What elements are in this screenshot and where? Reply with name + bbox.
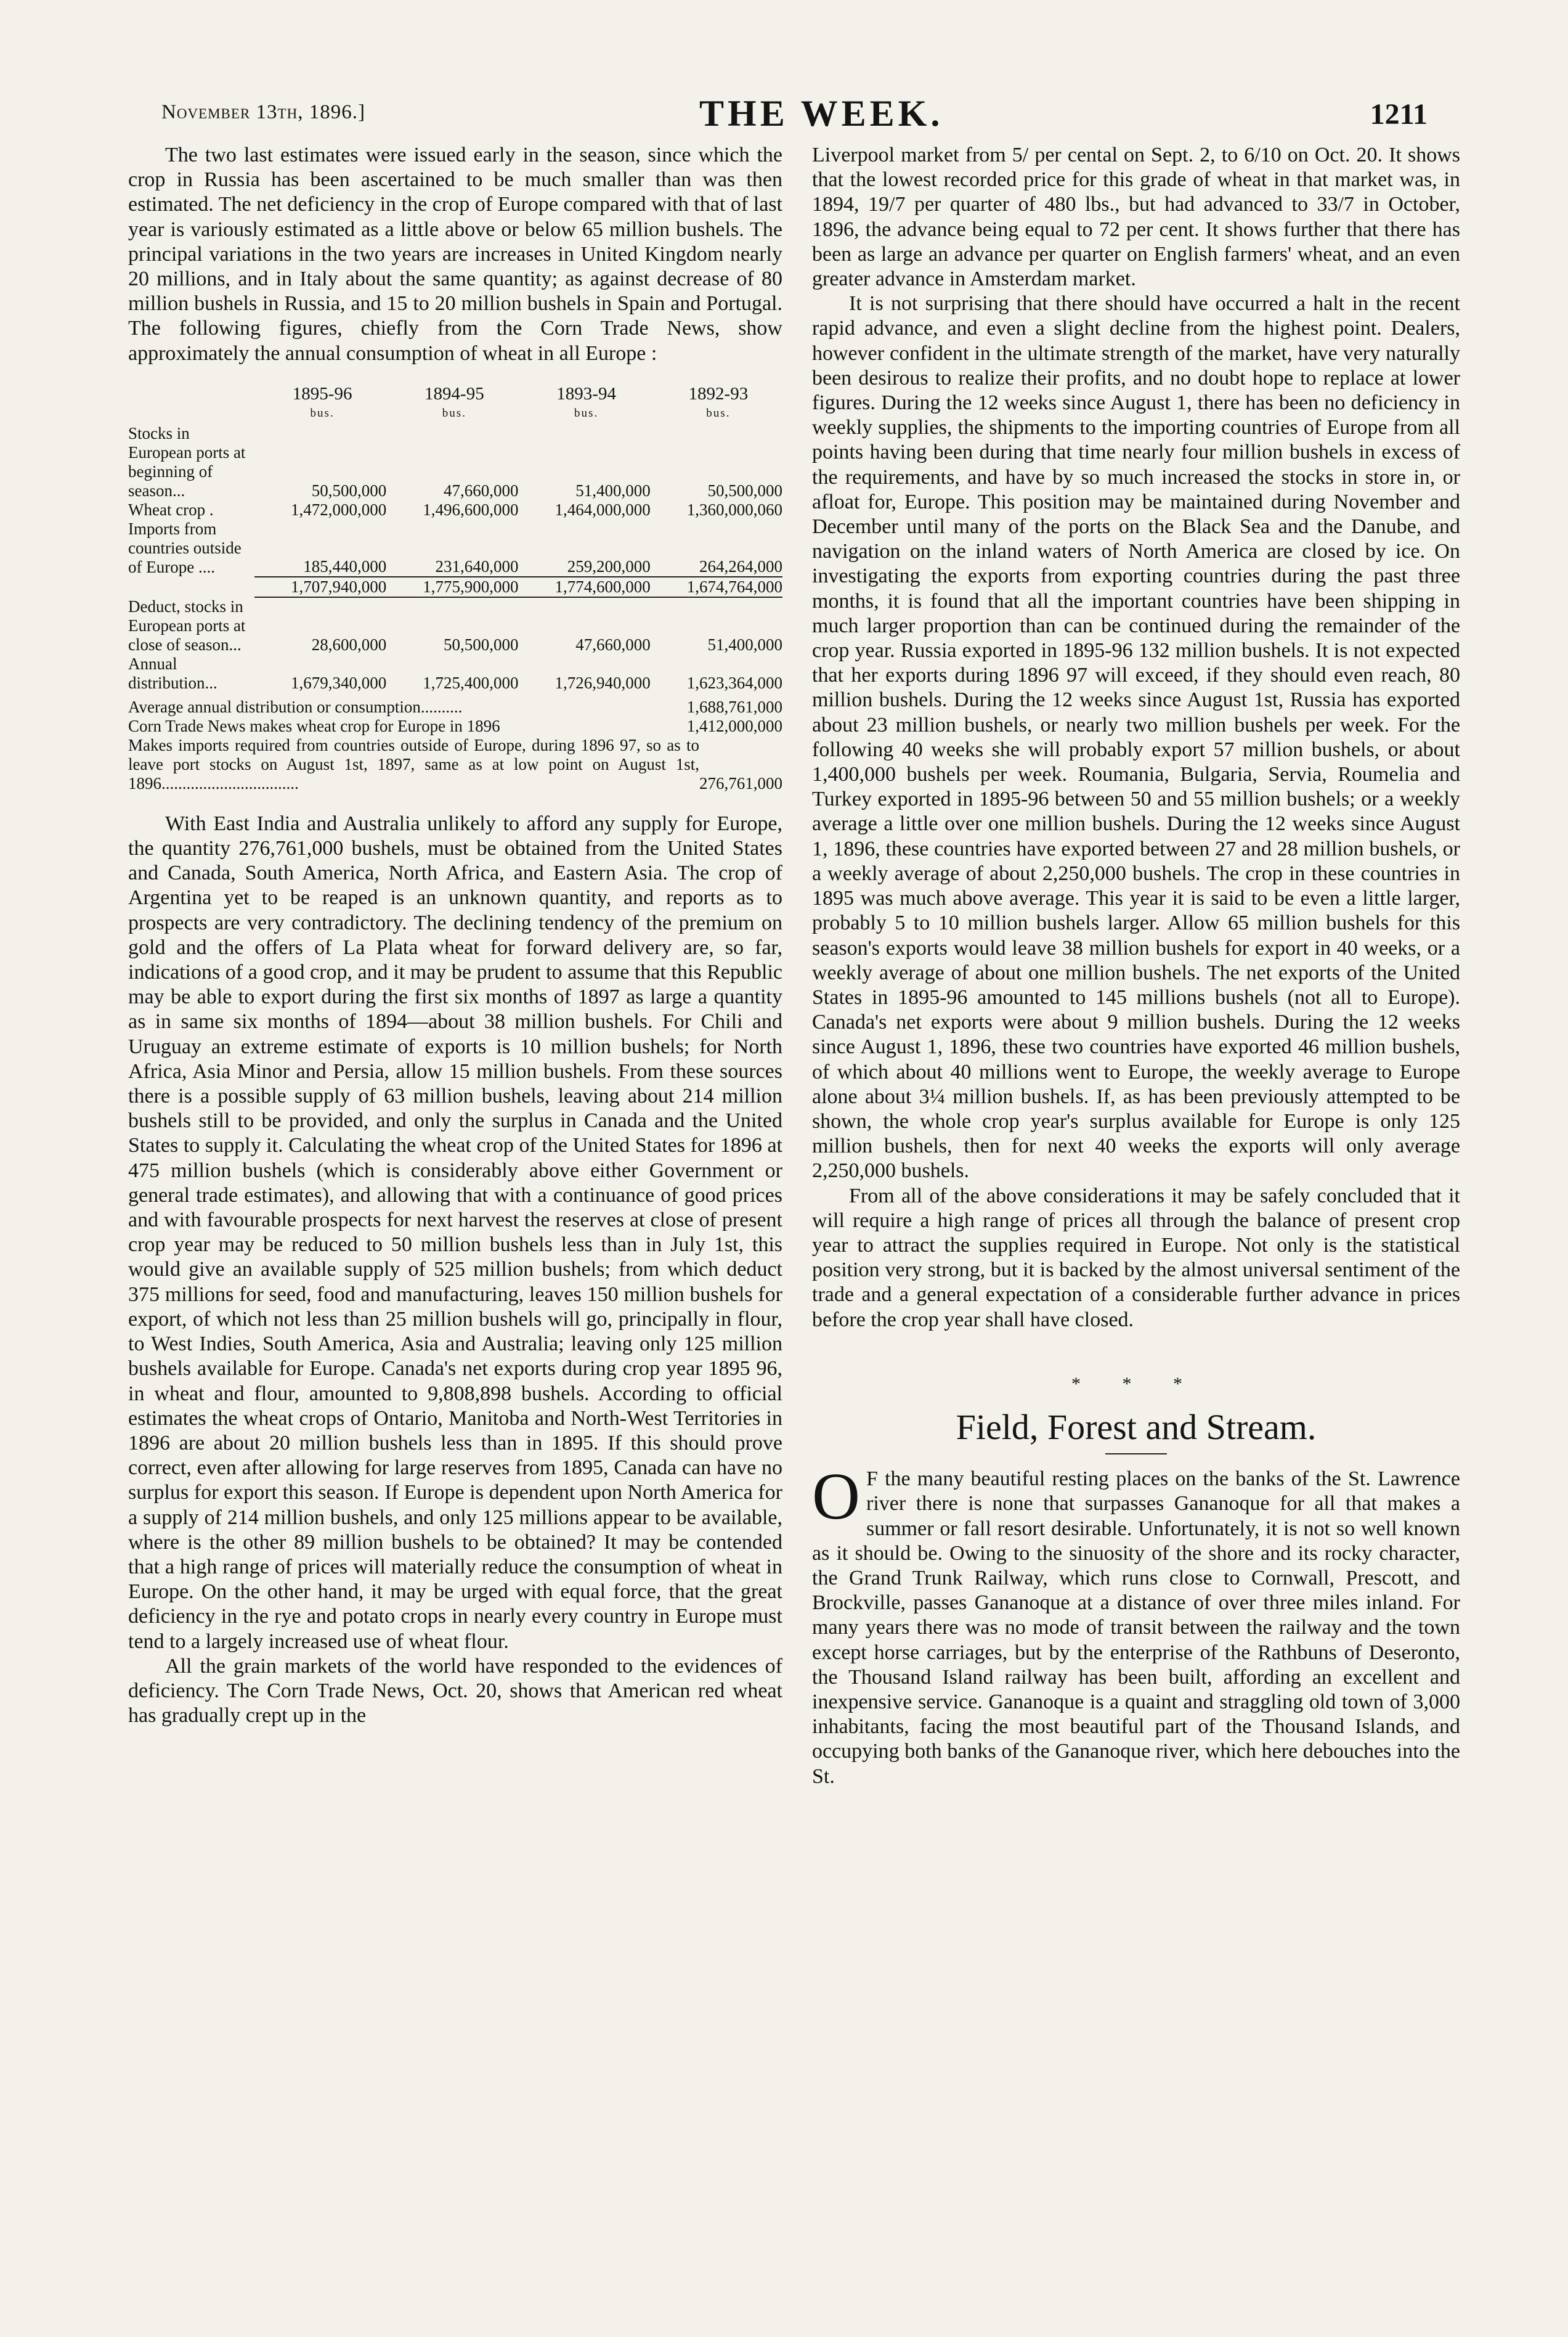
summary-row: Makes imports required from countries outside of Europe, during 1896 97, so as to leave port stocks on August 1st, 1897, same as at low point on August 1st, 1896................................. 276,761,000 [128,735,782,793]
table-total-row: 1,707,940,000 1,775,900,000 1,774,600,000 1,674,764,000 [128,577,782,597]
paragraph: The two last estimates were issued early in the season, since which the crop in Russia has been ascertained to be much smaller than was then estimated. The net deficiency in the crop of Europe compared with that of last year is variously estimated as a little above or below 65 million bushels. The principal variations in the two years are increases in United Kingdom nearly 20 millions, and in Italy about the same quantity; as against decrease of 80 million bushels in Russia, and 15 to 20 million bushels in Spain and Portugal. The following figures, chiefly from the Corn Trade News, show approximately the annual consumption of wheat in all Europe : [128,144,782,365]
paragraph: All the grain markets of the world have responded to the evidences of deficiency. The Corn Trade News, Oct. 20, shows that American red wheat has gradually crept up in the [128,1654,782,1727]
column-header: 1895-96 bus. [292,383,352,420]
drop-cap: O [812,1460,860,1534]
table-row: Deduct, stocks in European ports at close of season... 28,600,000 50,500,000 47,660,000 51,400,000 [128,597,782,654]
table-row: Imports from countries outside of Europe .... 185,440,000 231,640,000 259,200,000 264,264,000 [128,519,782,576]
column-header: 1892-93 bus. [688,383,749,420]
column-header: 1893-94 bus. [556,383,616,420]
table-row: Annual distribution... 1,679,340,000 1,725,400,000 1,726,940,000 1,623,364,000 [128,654,782,692]
consumption-table [128,385,782,693]
table-header-row [128,385,782,424]
paragraph: O F the many beautiful resting places on the banks of the St. Lawrence river there is none that surpasses Gananoque for all that makes a summer or fall resort desirable. Unfortunately, it is not so well known as it should be. Owing to the sinuosity of the shore and its rocky character, the Grand Trunk Railway, which runs close to Cornwall, Prescott, and Brockville, passes Gananoque at a distance of over three miles inland. For many years there was no mode of transit between the railway and the town except horse carriages, but by the enterprise of the Rathbuns of Deseronto, the Thousand Island railway has been built, affording an excellent and inexpensive service. Gananoque is a quaint and straggling old town of 3,000 inhabitants, facing the most beautiful part of the Thousand Islands, and occupying both banks of the Gananoque river, which here debouches into the St. [812,1460,1460,1788]
paragraph: Liverpool market from 5/ per cental on Sept. 2, to 6/10 on Oct. 20. It shows that the lowest recorded price for this grade of wheat in that market was, in 1894, 19/7 per quarter of 480 lbs., but had advanced to 33/7 in October, 1896, the advance being equal to 72 per cent. It shows further that there has been as large an advance per quarter on English farmers' wheat, and an even greater advance in Amsterdam market. [812,144,1460,291]
page-header [0,92,1568,142]
paragraph: It is not surprising that there should have occurred a halt in the recent rapid advance, and even a slight decline from the highest point. Dealers, however confident in the ultimate strength of the market, have very naturally been desirous to realize their profits, and no doubt hope to replace at lower figures. During the 12 weeks since August 1, there has been no deficiency in weekly supplies, the shipments to the importing countries of Europe from all points having been during that time nearly four million bushels in excess of the requirements, and have by so much increased the stocks in store in, or afloat for, Europe. This position may be maintained during November and December until many of the ports on the Black Sea and the Danube, and navigation on the inland waters of North America are closed by ice. On investigating the exports from exporting countries during the past three months, it is found that all the important countries have been shipping in much larger proportion than can be continued during the remainder of the crop year. Russia exported in 1895-96 132 million bushels. It is not expected that her exports during 1896 97 will exceed, if they should even reach, 80 million bushels. During the 12 weeks since August 1st, Russia has exported about 23 million bushels, or nearly two million bushels per week. For the following 40 weeks she will probably export 57 million bushels, or about 1,400,000 bushels per week. Roumania, Bulgaria, Servia, Roumelia and Turkey exported in 1895-96 between 50 and 55 million bushels; or a weekly average a little over one million bushels. During the 12 weeks since August 1, 1896, these countries have exported between 27 and 28 million bushels, or a weekly average of about 2,250,000 bushels. The crop in these countries in 1895 was much above average. This year it is said to be even a little larger, probably 5 to 10 million bushels larger. Allow 65 million bushels for this season's exports would leave 38 million bushels for export in 40 weeks, or a weekly average of about one million bushels. The net exports of the United States in 1895-96 amounted to 145 millions bushels (not all to Europe). Canada's net exports were about 9 million bushels. During the 12 weeks since August 1, 1896, these two countries have exported 46 million bushels, of which about 40 millions went to Europe, the weekly average to Europe alone about 3¼ million bushels. If, as has been previously attempted to be shown, the whole crop year's surplus available for Europe is only 125 million bushels, then for next 40 weeks the exports will only average 2,250,000 bushels. [812,292,1460,1183]
summary-row: Average annual distribution or consumption.......... 1,688,761,000 [128,697,782,716]
table-row: Stocks in European ports at beginning of season... 50,500,000 47,660,000 51,400,000 50,500,000 [128,423,782,500]
summary-row: Corn Trade News makes wheat crop for Europe in 1896 1,412,000,000 [128,716,782,735]
page-number: 1211 [1370,98,1428,131]
column-header: 1894-95 bus. [424,383,484,420]
issue-date: November 13th, 1896.] [161,101,365,123]
section-title: Field, Forest and Stream. [956,1406,1317,1447]
publication-title: THE WEEK. [699,93,944,134]
paragraph: With East India and Australia unlikely to afford any supply for Europe, the quantity 276,761,000 bushels, must be obtained from the United States and Canada, South America, North Africa, and Eastern Asia. The crop of Argentina yet to be reaped is an unknown quantity, and reports as to prospects are very contradictory. The declining tendency of the premium on gold and the offers of La Plata wheat for forward delivery are, so far, indications of a good crop, and it may be prudent to assume that this Republic may be able to export during the first six months of 1897 as large a quantity as in same six months of 1894—about 38 million bushels. For Chili and Uruguay an extreme estimate of exports is 10 million bushels; for North Africa, Asia Minor and Persia, allow 15 million bushels. From these sources there is a possible supply of 63 million bushels, leaving about 214 million bushels still to be provided, and only the surplus in Canada and the United States to supply it. Calculating the wheat crop of the United States for 1896 at 475 million bushels (which is considerably above either Government or general trade estimates), and allowing that with a continuance of good prices and with favourable prospects for next harvest the reserves at close of present crop year may be reduced to 50 million bushels less than in July 1st, this would give an available supply of 525 million bushels; from which deduct 375 millions for seed, food and manufacturing, leaves 150 million bushels for export, of which not less than 25 million bushels will go, principally in flour, to West Indies, South America, Asia and Australia; leaving only 125 million bushels available for Europe. Canada's net exports during crop year 1895 96, in wheat and flour, amounted to 9,808,898 bushels. According to official estimates the wheat crops of Ontario, Manitoba and North-West Territories in 1896 are about 20 million bushels less than in 1895. If this should prove correct, even after allowing for large reserves from 1895, Canada can have no surplus for export this season. If Europe is dependent upon North America for a supply of 214 million bushels, and only 125 millions appear to be available, where is the other 89 million bushels to be obtained? It may be contended that a high range of prices will materially reduce the consumption of wheat in Europe. On the other hand, it may be urged with equal force, that the great deficiency in the rye and potato crops in nearly every country in Europe must tend to a largely increased use of wheat flour. [128,812,782,1653]
section-separator: * * * [1071,1373,1201,1394]
title-rule [1105,1453,1167,1454]
table-summary [128,698,782,793]
paragraph: From all of the above considerations it may be safely concluded that it will require a high range of prices all through the balance of present crop year to attract the supplies required in Europe. Not only is the statistical position very strong, but it is backed by the almost universal sentiment of the trade and a general expectation of a considerable further advance in prices before the crop year shall have closed. [812,1184,1460,1331]
table-row: Wheat crop . 1,472,000,000 1,496,600,000 1,464,000,000 1,360,000,060 [128,500,782,519]
right-column [812,143,1460,1789]
left-column [128,143,782,1728]
